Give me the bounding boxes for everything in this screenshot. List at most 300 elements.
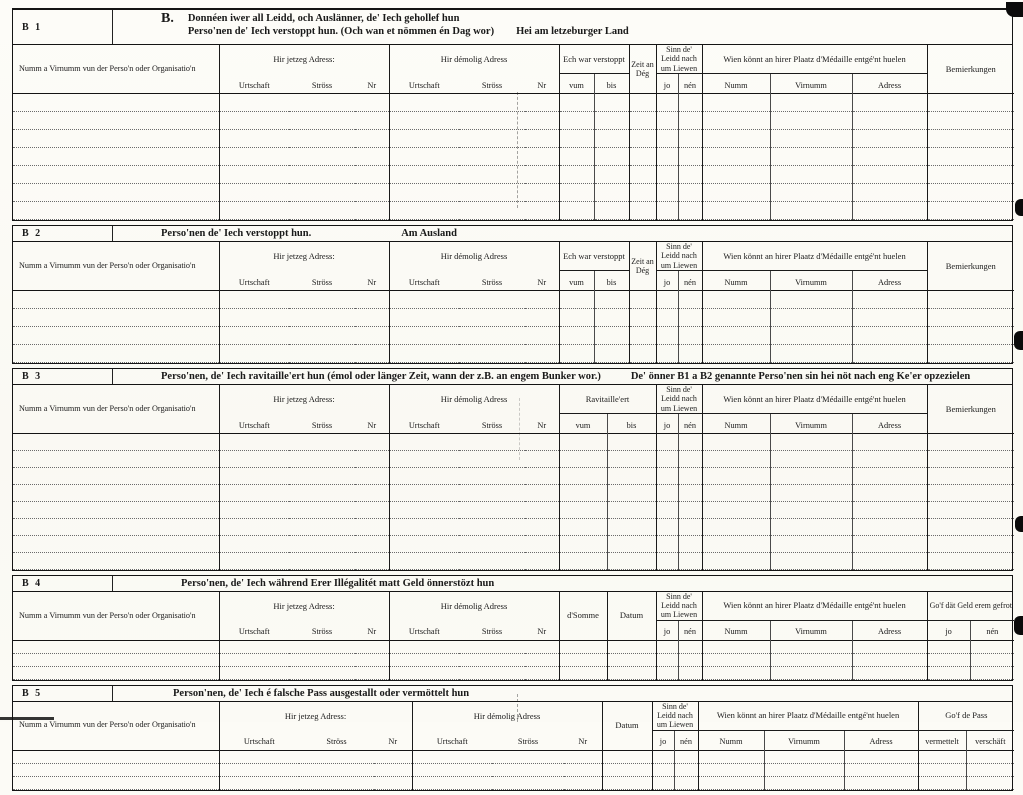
entry-cell (594, 130, 629, 148)
entry-cell (13, 502, 219, 519)
entry-cell (289, 148, 355, 166)
entry-cell (702, 451, 770, 468)
entry-row (13, 519, 1014, 536)
entry-cell (389, 327, 459, 345)
entry-row (13, 130, 1014, 148)
entry-cell (13, 291, 219, 309)
entry-cell (678, 536, 702, 553)
entry-cell (13, 653, 219, 666)
entry-cell (289, 112, 355, 130)
entry-cell (559, 502, 607, 519)
entry-cell (289, 536, 355, 553)
section-b5-title-strip (13, 686, 1012, 702)
entry-cell (702, 434, 770, 451)
entry-cell (678, 653, 702, 666)
subcol-stross: Ströss (517, 737, 539, 747)
subcol-bis: bis (594, 271, 629, 291)
entry-cell (770, 666, 852, 679)
subcol-jo: jo (652, 730, 674, 750)
subcol-urtschaft: Urtschaft (219, 271, 289, 291)
entry-cell (219, 184, 289, 202)
entry-row (13, 485, 1014, 502)
b2-entry-rows (13, 291, 1014, 363)
entry-cell (389, 202, 459, 220)
entry-cell (927, 653, 970, 666)
col-header-money-back: Go'f dät Geld erem gefrot (927, 592, 1014, 620)
subcol-vum: vum (559, 74, 594, 94)
subcol-nen: nén (678, 74, 702, 94)
entry-cell (355, 519, 389, 536)
entry-cell (927, 327, 1014, 345)
entry-cell (594, 166, 629, 184)
entry-cell (678, 468, 702, 485)
entry-cell (559, 202, 594, 220)
subcol-stross: Ströss (481, 277, 503, 287)
entry-cell (559, 485, 607, 502)
entry-cell (656, 94, 678, 112)
entry-cell (594, 291, 629, 309)
entry-row (13, 653, 1014, 666)
col-header-alive: Sinn de' Leidd nach um Liewen (656, 242, 702, 271)
entry-cell (389, 553, 459, 570)
entry-cell (678, 94, 702, 112)
entry-cell (525, 485, 559, 502)
b3-entry-rows (13, 434, 1014, 570)
entry-cell (594, 345, 629, 363)
entry-cell (656, 434, 678, 451)
entry-cell (656, 485, 678, 502)
entry-cell (770, 640, 852, 653)
entry-cell (852, 166, 927, 184)
entry-cell (674, 776, 698, 789)
entry-cell (219, 640, 289, 653)
entry-cell (564, 763, 602, 776)
section-b4 (12, 575, 1013, 681)
entry-cell (459, 291, 525, 309)
entry-row (13, 434, 1014, 451)
entry-row (13, 763, 1014, 776)
col-header-name: Numm a Virnumm vun der Perso'n oder Organisatio'n (19, 63, 196, 73)
subcol-nen: nén (678, 414, 702, 434)
subcol-numm: Numm (702, 271, 770, 291)
entry-cell (219, 519, 289, 536)
entry-cell (559, 345, 594, 363)
entry-cell (770, 434, 852, 451)
entry-cell (656, 553, 678, 570)
entry-cell (289, 485, 355, 502)
entry-cell (459, 653, 525, 666)
section-b3-title: Perso'nen, de' Iech ravitaille'ert hun (émol oder länger Zeit, wann der z.B. an engem Bunker wor.) (161, 371, 601, 382)
entry-cell (918, 776, 966, 789)
entry-cell (13, 130, 219, 148)
entry-cell (219, 148, 289, 166)
entry-cell (525, 640, 559, 653)
entry-cell (852, 291, 927, 309)
entry-cell (927, 434, 1014, 451)
entry-cell (702, 112, 770, 130)
entry-cell (656, 148, 678, 166)
entry-cell (13, 309, 219, 327)
subcol-nen: nén (674, 730, 698, 750)
entry-cell (678, 166, 702, 184)
entry-row (13, 202, 1014, 220)
entry-cell (13, 434, 219, 451)
entry-cell (13, 112, 219, 130)
entry-cell (764, 763, 844, 776)
entry-cell (656, 536, 678, 553)
entry-cell (355, 653, 389, 666)
subcol-nen: nén (678, 271, 702, 291)
subcol-urtschaft: Urtschaft (389, 620, 459, 640)
entry-cell (559, 130, 594, 148)
subcol-nen: nén (678, 620, 702, 640)
entry-cell (702, 345, 770, 363)
entry-cell (459, 553, 525, 570)
b1-title-location: Hei am letzeburger Land (516, 26, 629, 37)
entry-cell (299, 750, 374, 763)
entry-cell (459, 184, 525, 202)
entry-cell (656, 130, 678, 148)
entry-cell (299, 763, 374, 776)
entry-cell (852, 468, 927, 485)
b3-header-groups (13, 385, 1014, 414)
entry-cell (594, 327, 629, 345)
entry-cell (927, 202, 1014, 220)
entry-cell (492, 763, 564, 776)
b3-table (13, 385, 1014, 570)
scan-artifact (1006, 2, 1023, 17)
entry-cell (525, 536, 559, 553)
entry-cell (770, 202, 852, 220)
entry-cell (13, 327, 219, 345)
subcol-nr: Nr (537, 420, 547, 430)
entry-cell (852, 519, 927, 536)
entry-cell (844, 750, 918, 763)
col-header-current-address: Hir jetzeg Adress: (219, 592, 389, 620)
entry-cell (652, 763, 674, 776)
subcol-urtschaft: Urtschaft (219, 414, 289, 434)
entry-cell (629, 148, 656, 166)
entry-cell (652, 750, 674, 763)
entry-cell (389, 519, 459, 536)
entry-cell (702, 130, 770, 148)
entry-cell (702, 553, 770, 570)
col-header-hidden-period: Ech war verstoppt (559, 242, 629, 271)
entry-cell (289, 291, 355, 309)
section-b3-note: De' önner B1 a B2 genannte Perso'nen sin hei nöt nach eng Ke'er opzezielen (630, 371, 971, 382)
entry-cell (770, 485, 852, 502)
entry-cell (412, 763, 492, 776)
entry-cell (702, 653, 770, 666)
subcol-stross: Ströss (481, 627, 503, 637)
entry-cell (559, 553, 607, 570)
entry-cell (13, 776, 219, 789)
entry-cell (656, 291, 678, 309)
subcol-urtschaft: Urtschaft (389, 271, 459, 291)
entry-cell (629, 166, 656, 184)
b4-header-groups (13, 592, 1014, 620)
col-header-date: Datum (607, 592, 656, 640)
subcol-numm: Numm (702, 414, 770, 434)
section-b1 (12, 8, 1013, 221)
entry-cell (389, 502, 459, 519)
entry-cell (852, 485, 927, 502)
entry-cell (559, 148, 594, 166)
entry-cell (607, 468, 656, 485)
entry-cell (770, 327, 852, 345)
b1-table (13, 45, 1014, 220)
subcol-urtschaft: Urtschaft (219, 74, 289, 94)
subcol-virnumm: Virnumm (770, 620, 852, 640)
entry-cell (219, 468, 289, 485)
entry-cell (459, 485, 525, 502)
entry-cell (629, 202, 656, 220)
entry-cell (13, 666, 219, 679)
entry-cell (355, 666, 389, 679)
entry-cell (412, 776, 492, 789)
entry-row (13, 94, 1014, 112)
col-header-former-address: Hir démolig Adress (389, 45, 559, 74)
entry-cell (607, 502, 656, 519)
entry-cell (374, 750, 412, 763)
col-header-alive: Sinn de' Leidd nach um Liewen (656, 592, 702, 620)
entry-cell (927, 94, 1014, 112)
entry-cell (355, 327, 389, 345)
entry-cell (770, 309, 852, 327)
entry-cell (927, 148, 1014, 166)
entry-cell (459, 202, 525, 220)
entry-cell (770, 345, 852, 363)
subcol-virnumm: Virnumm (770, 271, 852, 291)
entry-cell (389, 309, 459, 327)
subcol-stross: Ströss (481, 420, 503, 430)
col-header-former-address: Hir démolig Adress (389, 242, 559, 271)
section-b3-id: B 3 (13, 369, 113, 384)
entry-cell (219, 502, 289, 519)
entry-cell (770, 112, 852, 130)
entry-cell (355, 202, 389, 220)
entry-cell (389, 130, 459, 148)
entry-cell (770, 148, 852, 166)
entry-cell (355, 345, 389, 363)
subcol-adress: Adress (852, 414, 927, 434)
entry-row (13, 166, 1014, 184)
entry-row (13, 776, 1014, 789)
entry-cell (219, 485, 289, 502)
entry-cell (13, 202, 219, 220)
entry-cell (459, 640, 525, 653)
entry-cell (678, 148, 702, 166)
entry-cell (525, 148, 559, 166)
entry-cell (525, 94, 559, 112)
entry-cell (219, 345, 289, 363)
entry-cell (702, 166, 770, 184)
entry-cell (289, 502, 355, 519)
entry-row (13, 640, 1014, 653)
col-header-amount: d'Somme (559, 592, 607, 640)
entry-cell (629, 94, 656, 112)
entry-cell (927, 291, 1014, 309)
entry-cell (607, 451, 656, 468)
section-b2 (12, 225, 1013, 364)
entry-cell (607, 666, 656, 679)
subcol-nr: Nr (367, 420, 377, 430)
subcol-adress: Adress (844, 730, 918, 750)
b2-header-groups (13, 242, 1014, 271)
entry-cell (927, 468, 1014, 485)
entry-cell (966, 763, 1014, 776)
entry-cell (594, 94, 629, 112)
fold-crease-line (519, 398, 520, 460)
entry-cell (918, 750, 966, 763)
subcol-vum: vum (559, 414, 607, 434)
entry-cell (770, 468, 852, 485)
entry-cell (559, 434, 607, 451)
col-header-alive: Sinn de' Leidd nach um Liewen (656, 45, 702, 74)
entry-cell (702, 202, 770, 220)
entry-cell (629, 327, 656, 345)
entry-cell (289, 519, 355, 536)
col-header-current-address: Hir jetzeg Adress: (219, 45, 389, 74)
entry-cell (678, 666, 702, 679)
col-header-name: Numm a Virnumm vun der Perso'n oder Organisatio'n (19, 403, 196, 413)
subcol-numm: Numm (698, 730, 764, 750)
entry-cell (652, 776, 674, 789)
col-header-current-address: Hir jetzeg Adress: (219, 242, 389, 271)
entry-cell (629, 112, 656, 130)
entry-cell (702, 519, 770, 536)
entry-cell (629, 184, 656, 202)
col-header-days: Zeit an Dég (629, 45, 656, 94)
entry-cell (13, 94, 219, 112)
entry-cell (852, 502, 927, 519)
entry-cell (678, 184, 702, 202)
entry-cell (13, 345, 219, 363)
entry-cell (299, 776, 374, 789)
entry-cell (13, 750, 219, 763)
entry-cell (389, 536, 459, 553)
subcol-nr: Nr (367, 277, 377, 287)
entry-cell (355, 468, 389, 485)
entry-cell (852, 653, 927, 666)
entry-cell (459, 148, 525, 166)
entry-cell (607, 434, 656, 451)
entry-cell (927, 536, 1014, 553)
entry-cell (559, 451, 607, 468)
entry-cell (389, 345, 459, 363)
entry-cell (459, 166, 525, 184)
subcol-urtschaft: Urtschaft (389, 414, 459, 434)
subcol-virnumm: Virnumm (770, 74, 852, 94)
entry-cell (13, 148, 219, 166)
entry-cell (966, 750, 1014, 763)
entry-cell (678, 434, 702, 451)
entry-cell (607, 653, 656, 666)
entry-cell (702, 291, 770, 309)
entry-cell (13, 184, 219, 202)
subcol-bis: bis (607, 414, 656, 434)
entry-cell (13, 536, 219, 553)
entry-cell (852, 309, 927, 327)
entry-cell (525, 519, 559, 536)
section-b2-title-strip (13, 226, 1012, 242)
entry-cell (607, 519, 656, 536)
entry-cell (525, 666, 559, 679)
entry-cell (927, 502, 1014, 519)
entry-row (13, 184, 1014, 202)
section-b4-title-strip (13, 576, 1012, 592)
entry-cell (594, 309, 629, 327)
entry-cell (702, 666, 770, 679)
entry-cell (678, 502, 702, 519)
subcol-stross: Ströss (481, 80, 503, 90)
entry-row (13, 468, 1014, 485)
b5-table (13, 702, 1014, 790)
entry-cell (770, 653, 852, 666)
entry-cell (289, 327, 355, 345)
b1-title-line2-text: Perso'nen de' Iech verstoppt hun. (Och wan et nömmen én Dag wor) (187, 26, 495, 37)
col-header-pass: Go'f de Pass (918, 702, 1014, 731)
entry-cell (389, 485, 459, 502)
entry-cell (770, 553, 852, 570)
section-b4-title: Perso'nen, de' Iech während Erer Illégalitét matt Geld önnerstözt hun (181, 578, 495, 589)
entry-cell (289, 666, 355, 679)
subcol-jo: jo (927, 620, 970, 640)
entry-cell (219, 327, 289, 345)
subcol-stross: Ströss (311, 80, 333, 90)
entry-cell (389, 184, 459, 202)
entry-cell (678, 485, 702, 502)
col-header-medal: Wien könnt an hirer Plaatz d'Médaille entgé'nt huelen (702, 242, 927, 271)
entry-cell (702, 148, 770, 166)
entry-cell (918, 763, 966, 776)
entry-cell (289, 434, 355, 451)
entry-cell (13, 640, 219, 653)
entry-cell (678, 640, 702, 653)
col-header-remarks: Bemierkungen (927, 242, 1014, 291)
col-header-date: Datum (602, 702, 652, 751)
entry-cell (678, 291, 702, 309)
entry-cell (355, 451, 389, 468)
b5-entry-rows (13, 750, 1014, 789)
subcol-bis: bis (594, 74, 629, 94)
b1-entry-rows (13, 94, 1014, 220)
entry-row (13, 291, 1014, 309)
entry-cell (374, 776, 412, 789)
entry-cell (374, 763, 412, 776)
entry-cell (594, 202, 629, 220)
entry-cell (219, 130, 289, 148)
entry-cell (656, 202, 678, 220)
entry-cell (656, 519, 678, 536)
entry-cell (459, 519, 525, 536)
entry-cell (927, 666, 970, 679)
entry-cell (355, 112, 389, 130)
entry-cell (525, 309, 559, 327)
entry-cell (219, 666, 289, 679)
entry-cell (289, 184, 355, 202)
scan-artifact (1015, 199, 1023, 216)
entry-cell (13, 553, 219, 570)
entry-cell (564, 750, 602, 763)
entry-cell (702, 485, 770, 502)
subcol-virnumm: Virnumm (764, 730, 844, 750)
entry-cell (525, 345, 559, 363)
entry-cell (355, 166, 389, 184)
entry-cell (13, 166, 219, 184)
entry-cell (656, 112, 678, 130)
entry-cell (525, 184, 559, 202)
